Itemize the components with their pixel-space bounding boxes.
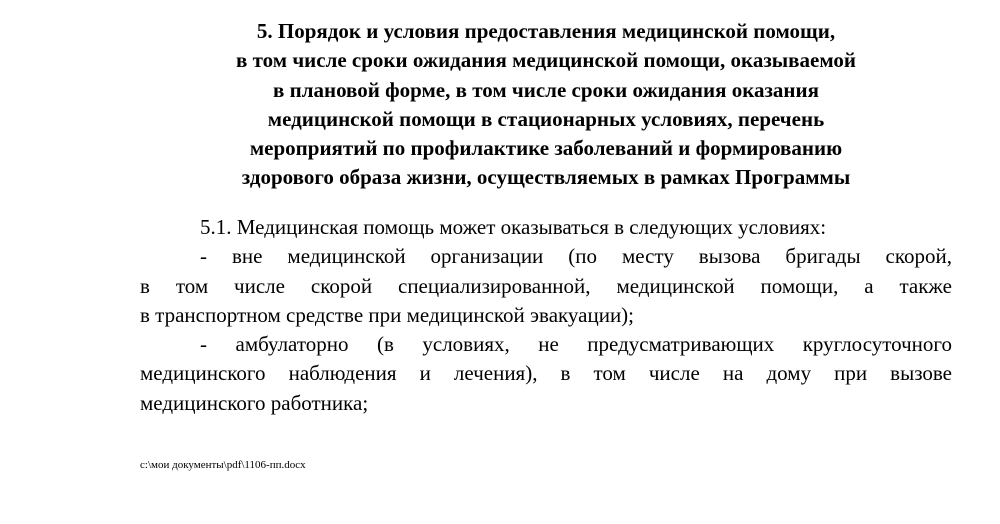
list-item-outpatient	[140, 330, 952, 418]
paragraph-line: - амбулаторно (в условиях, не предусматривающих круглосуточного	[200, 332, 952, 357]
paragraph-line: в том числе скорой специализированной, медицинской помощи, а также	[140, 273, 952, 298]
paragraph-5-1	[140, 213, 952, 242]
paragraph-line: в транспортном средстве при медицинской эвакуации);	[140, 302, 635, 327]
heading-line: в том числе сроки ожидания медицинской помощи, оказываемой	[236, 48, 856, 73]
heading-line: в плановой форме, в том числе сроки ожидания оказания	[273, 77, 819, 102]
paragraph-line: медицинского наблюдения и лечения), в том числе на дому при вызове	[140, 361, 952, 386]
heading-line: медицинской помощи в стационарных условиях, перечень	[267, 106, 825, 131]
paragraph-line: медицинского работника;	[140, 390, 369, 415]
paragraph-line: - вне медицинской организации (по месту вызова бригады скорой,	[200, 244, 952, 269]
heading-line: 5. Порядок и условия предоставления медицинской помощи,	[256, 19, 836, 43]
section-heading	[140, 17, 952, 193]
heading-line: мероприятий по профилактике заболеваний и формированию	[249, 136, 843, 161]
paragraph-line: 5.1. Медицинская помощь может оказываться в следующих условиях:	[200, 215, 827, 239]
heading-line: здорового образа жизни, осуществляемых в рамках Программы	[241, 165, 851, 190]
document-body	[140, 213, 952, 418]
footer-file-path: c:\мои документы\pdf\1106-пп.docx	[140, 459, 306, 471]
list-item-outside-organization	[140, 242, 952, 330]
